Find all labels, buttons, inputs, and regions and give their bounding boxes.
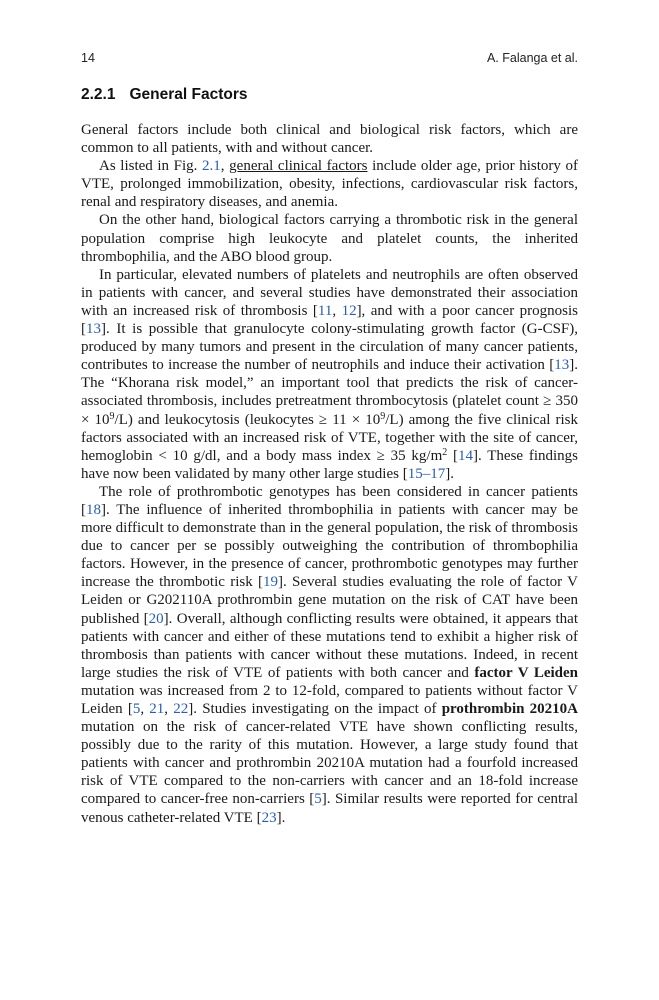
citation-link[interactable]: 5 [314, 791, 322, 808]
citation-link[interactable]: 22 [173, 701, 189, 717]
citation-link[interactable]: 19 [263, 574, 278, 591]
paragraph-prothrombotic-genotypes: The role of prothrombotic genotypes has been considered in cancer patients [18]. The influence of inherited thrombophilia in patients with cancer may be more difficult to demonstrate than in the general population, the risk of thrombosis due to cancer per se possibly outweighing the contribution of thrombophilia factors. However, in the presence of cancer, prothrombotic genotypes may further increase the thrombotic risk [19]. Several studies evaluating the role of factor V Leiden or G202110A prothrombin gene mutation on the risk of CAT have been published [20]. Overall, although conflicting results were obtained, it appears that patients with cancer and either of these mutations tend to exhibit a higher risk of thrombosis than patients with cancer without these mutations. Indeed, in recent large studies the risk of VTE of patients with both cancer and factor V Leiden mutation was increased from 2 to 12-fold, compared to patients without factor V Leiden [5, 21, 22]. Studies investigating on the impact of prothrombin 20210A mutation on the risk of cancer-related VTE have shown conflicting results, possibly due to the rarity of this mutation. However, a large study found that patients with cancer and prothrombin 20210A mutation had a fourfold increased risk of VTE compared to the non-carriers with cancer and an 18-fold increase compared to cancer-free non-carriers [5]. Similar results were reported for central venous catheter-related VTE [23]. [81, 483, 579, 826]
section-heading [81, 86, 248, 104]
citation-link[interactable]: 15–17 [407, 465, 446, 482]
paragraph-biological-factors: On the other hand, biological factors carrying a thrombotic risk in the general population comprise high leukocyte and platelet counts, the inherited thrombophilia, and the ABO blood group. [81, 212, 578, 265]
body-text [81, 121, 578, 827]
citation-link[interactable]: 11 [317, 302, 333, 319]
citation-link[interactable]: 13 [554, 357, 570, 374]
section-title: General Factors [129, 86, 248, 103]
superscript: 9 [109, 410, 115, 422]
page-number: 14 [81, 51, 95, 65]
running-header [81, 51, 578, 65]
running-author: A. Falanga et al. [486, 51, 578, 65]
citation-link[interactable]: 21 [149, 701, 165, 717]
figure-ref-link[interactable]: 2.1 [202, 158, 221, 175]
paragraph-general-factors: General factors include both clinical and biological risk factors, which are common to all patients, with and without cancer. [81, 122, 578, 157]
citation-link[interactable]: 18 [86, 501, 101, 518]
citation-link[interactable]: 13 [86, 321, 101, 338]
citation-link[interactable]: 12 [341, 302, 357, 319]
superscript: 9 [380, 410, 386, 422]
citation-link[interactable]: 20 [148, 610, 164, 627]
section-number: 2.2.1 [81, 86, 116, 103]
underlined-term: general clinical factors [229, 158, 368, 175]
bold-term: factor V Leiden [474, 664, 578, 681]
paragraph-clinical-factors: As listed in Fig. 2.1, general clinical factors include older age, prior history of VTE, prolonged immobilization, obesity, infections, cardiovascular risk factors, renal and respiratory diseases, and anemia. [81, 158, 579, 211]
citation-link[interactable]: 14 [458, 447, 474, 464]
citation-link[interactable]: 23 [261, 809, 277, 826]
citation-link[interactable]: 5 [132, 701, 141, 717]
paragraph-platelets-neutrophils: In particular, elevated numbers of platelets and neutrophils are often observed in patients with cancer, and several studies have demonstrated their association with an increased risk of thrombosis [11, 12], and with a poor cancer prognosis [13]. It is possible that granulocyte colony-stimulating growth factor (G-CSF), produced by many tumors and present in the circulation of many cancer patients, contributes to increase the number of neutrophils and induce their activation [13]. The “Khorana risk model,” an important tool that predicts the risk of cancer-associated thrombosis, includes pretreatment thrombocytosis (platelet count ≥ $350 \times 10^9/L$) and leukocytosis (leukocytes ≥ $11 \times 10^9/L$) among the five clinical risk factors associated with an increased risk of VTE, together with the site of cancer, hemoglobin < 10 g/dl, and a body mass index ≥ 35 $kg/m^2$ [14]. These findings have now been validated by many other large studies [15–17]. [81, 266, 579, 482]
bold-term: prothrombin 20210A [441, 701, 579, 717]
superscript: 2 [442, 446, 448, 458]
